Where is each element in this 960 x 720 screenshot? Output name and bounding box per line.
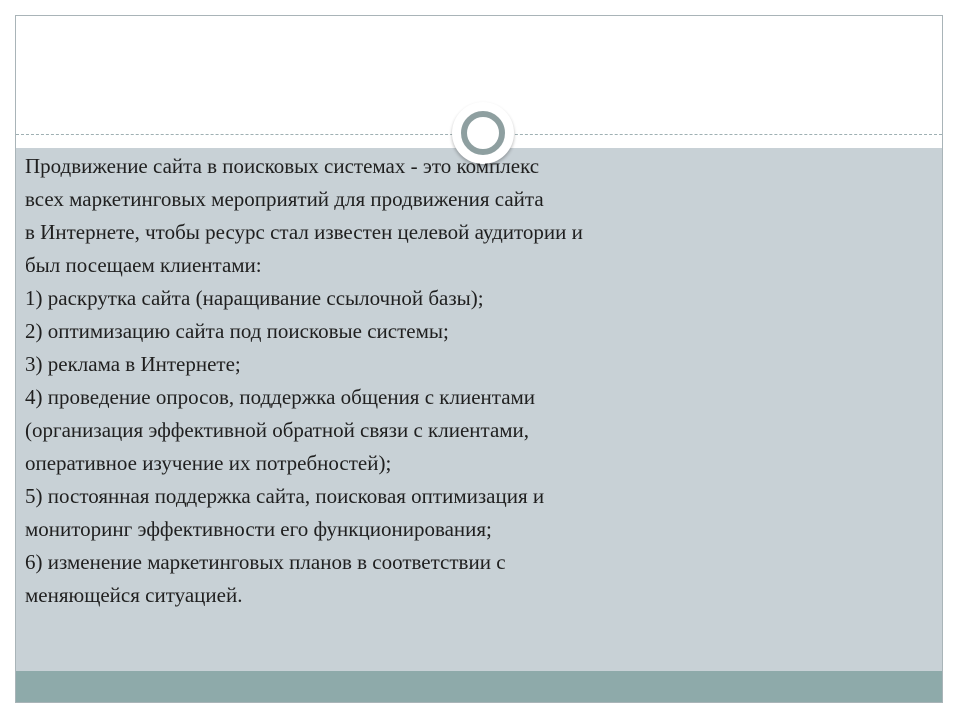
list-item-4: 4) проведение опросов, поддержка общения с клиентами	[25, 385, 536, 409]
list-item-2: 2) оптимизацию сайта под поисковые системы;	[25, 319, 449, 343]
list-item-4-continued: оперативное изучение их потребностей);	[25, 451, 392, 475]
body-line: всех маркетинговых мероприятий для продвижения сайта	[25, 187, 544, 211]
slide-body-text	[25, 150, 905, 612]
body-line: Продвижение сайта в поисковых системах - это комплекс	[25, 154, 540, 178]
slide-bottom-bar	[16, 671, 942, 703]
list-item-5-continued: мониторинг эффективности его функционирования;	[25, 517, 492, 541]
list-item-6: 6) изменение маркетинговых планов в соответствии с	[25, 550, 506, 574]
body-line: был посещаем клиентами:	[25, 253, 262, 277]
circle-ring-inner	[461, 111, 505, 155]
list-item-5: 5) постоянная поддержка сайта, поисковая оптимизация и	[25, 484, 545, 508]
list-item-6-continued: меняющейся ситуацией.	[25, 583, 243, 607]
list-item-4-continued: (организация эффективной обратной связи с клиентами,	[25, 418, 530, 442]
list-item-1: 1) раскрутка сайта (наращивание ссылочной базы);	[25, 286, 484, 310]
body-line: в Интернете, чтобы ресурс стал известен целевой аудитории и	[25, 220, 583, 244]
list-item-3: 3) реклама в Интернете;	[25, 352, 241, 376]
